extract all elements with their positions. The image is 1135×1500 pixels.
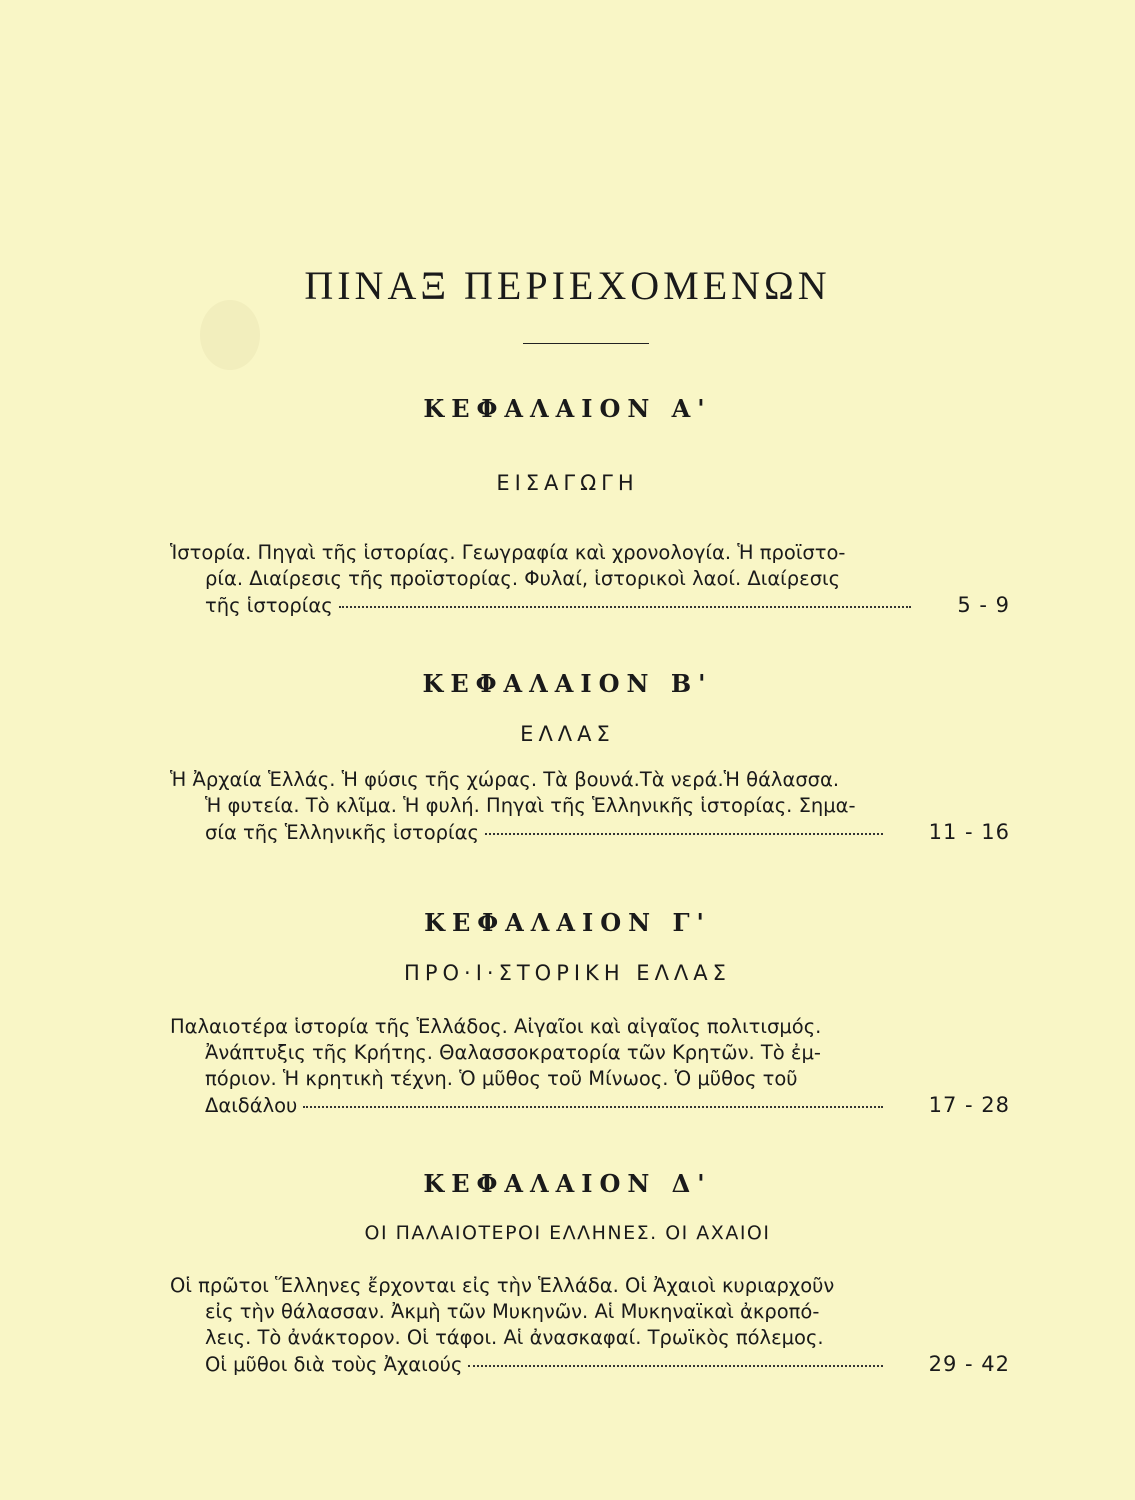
chapter-b-subtitle: ΕΛΛΑΣ xyxy=(520,722,615,746)
entry-line: σία τῆς Ἑλληνικῆς ἱστορίας xyxy=(205,821,479,844)
page-title: ΠΙΝΑΞ ΠΕΡΙΕΧΟΜΕΝΩΝ xyxy=(304,263,831,308)
chapter-c-subtitle: ΠΡΟ·Ι·ΣΤΟΡΙΚΗ ΕΛΛΑΣ xyxy=(404,961,731,985)
entry-line: Παλαιοτέρα ἱστορία τῆς Ἑλλάδος. Αἰγαῖοι καὶ αἰγαῖος πολιτισμός. xyxy=(170,1015,822,1038)
chapter-a-heading: ΚΕΦΑΛΑΙΟΝ Α' xyxy=(423,394,712,423)
entry-line: τῆς ἱστορίας xyxy=(205,594,333,617)
entry-line: Οἱ μῦθοι διὰ τοὺς Ἀχαιούς xyxy=(205,1353,463,1376)
dot-leader xyxy=(339,606,912,608)
entry-line: λεις. Τὸ ἀνάκτορον. Οἱ τάφοι. Αἱ ἀνασκαφαί. Τρωϊκὸς πόλεμος. xyxy=(205,1326,824,1349)
dot-leader xyxy=(468,1365,882,1367)
entry-last-line xyxy=(170,1351,1010,1377)
paper-stain xyxy=(200,300,260,370)
entry-line: Ἡ Ἀρχαία Ἑλλάς. Ἡ φύσις τῆς χώρας. Τὰ βουνά.Τὰ νερά.Ἡ θάλασσα. xyxy=(170,768,840,791)
entry-last-line xyxy=(170,592,1010,618)
entry-line: Ἀνάπτυξις τῆς Κρήτης. Θαλασσοκρατορία τῶν Κρητῶν. Τὸ ἐμ- xyxy=(205,1041,821,1064)
entry-last-line xyxy=(170,1092,1010,1118)
chapter-c-heading: ΚΕΦΑΛΑΙΟΝ Γ' xyxy=(424,908,711,937)
chapter-c-entry xyxy=(170,1014,1010,1118)
chapter-d-entry xyxy=(170,1273,1010,1377)
page-range: 11 - 16 xyxy=(928,820,1010,844)
chapter-b-entry xyxy=(170,767,1010,845)
entry-last-line xyxy=(170,819,1010,845)
chapter-d-subtitle: ΟΙ ΠΑΛΑΙΟΤΕΡΟΙ ΕΛΛΗΝΕΣ. ΟΙ ΑΧΑΙΟΙ xyxy=(364,1222,771,1244)
title-rule xyxy=(523,343,649,344)
entry-line: Ἡ φυτεία. Τὸ κλῖμα. Ἡ φυλή. Πηγαὶ τῆς Ἑλληνικῆς ἱστορίας. Σημα- xyxy=(205,794,856,817)
page-range: 17 - 28 xyxy=(928,1093,1010,1117)
chapter-b-heading: ΚΕΦΑΛΑΙΟΝ Β' xyxy=(422,669,713,698)
page-range: 29 - 42 xyxy=(928,1352,1010,1376)
entry-line: πόριον. Ἡ κρητικὴ τέχνη. Ὁ μῦθος τοῦ Μίνωος. Ὁ μῦθος τοῦ xyxy=(205,1067,798,1090)
entry-line: ρία. Διαίρεσις τῆς προϊστορίας. Φυλαί, ἱστορικοὶ λαοί. Διαίρεσις xyxy=(205,567,841,590)
chapter-a-subtitle: ΕΙΣΑΓΩΓΗ xyxy=(496,471,639,495)
entry-line: Οἱ πρῶτοι Ἕλληνες ἔρχονται εἰς τὴν Ἑλλάδα. Οἱ Ἀχαιοὶ κυριαρχοῦν xyxy=(170,1274,835,1297)
entry-line: Δαιδάλου xyxy=(205,1094,298,1117)
entry-line: εἰς τὴν θάλασσαν. Ἀκμὴ τῶν Μυκηνῶν. Αἱ Μυκηναϊκαὶ ἀκροπό- xyxy=(205,1300,820,1323)
chapter-d-heading: ΚΕΦΑΛΑΙΟΝ Δ' xyxy=(423,1169,712,1198)
dot-leader xyxy=(485,833,883,835)
entry-line: Ἱστορία. Πηγαὶ τῆς ἱστορίας. Γεωγραφία καὶ χρονολογία. Ἡ προϊστο- xyxy=(170,541,846,564)
chapter-a-entry xyxy=(170,540,1010,618)
dot-leader xyxy=(303,1106,882,1108)
page-range: 5 - 9 xyxy=(957,593,1010,617)
